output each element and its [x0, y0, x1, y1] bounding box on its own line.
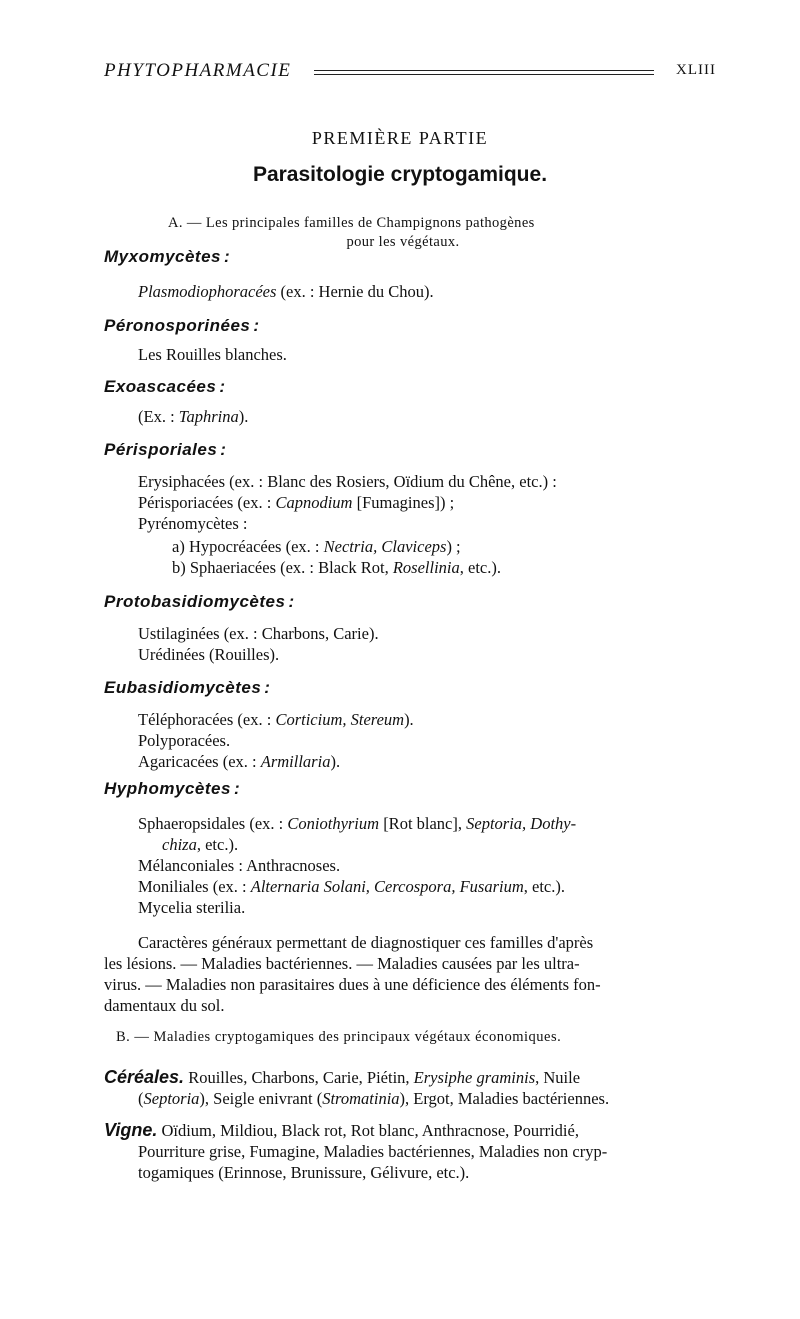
text-part: ). — [330, 752, 341, 771]
taxon-name: Armillaria — [260, 752, 331, 771]
characters-paragraph — [104, 932, 704, 1016]
taxon-name: Nectria, Claviceps — [323, 537, 447, 556]
list-item — [138, 877, 565, 897]
list-item — [172, 558, 501, 578]
list-item — [172, 537, 461, 557]
crop-vigne — [104, 1120, 704, 1183]
crop-heading: Céréales. — [104, 1067, 185, 1087]
group-heading: Hyphomycètes : — [104, 779, 240, 798]
text-part: ) ; — [446, 537, 461, 556]
group-eubasidiomycetes — [104, 678, 704, 698]
page-number: XLIII — [676, 62, 716, 78]
crop-cereales — [104, 1067, 704, 1109]
list-item: Pyrénomycètes : — [138, 514, 248, 533]
text-part: Sphaeropsidales (ex. : — [138, 814, 288, 833]
list-item — [138, 282, 434, 302]
taxon-name: Erysiphe graminis — [413, 1068, 536, 1087]
text-part: , etc.). — [196, 835, 239, 854]
text-part: Rouilles, Charbons, Carie, Piétin, — [184, 1068, 414, 1087]
list-item — [162, 835, 238, 855]
taxon-name: Plasmodiophoracées — [138, 282, 277, 301]
paragraph-line: togamiques (Erinnose, Brunissure, Gélivure, etc.). — [138, 1163, 470, 1182]
text-part: a) Hypocréacées (ex. : — [172, 537, 324, 556]
text-part: ), Seigle enivrant ( — [199, 1089, 323, 1108]
taxon-name: Coniothyrium — [287, 814, 380, 833]
section-a-line-2: pour les végétaux. — [346, 234, 460, 250]
group-heading: Protobasidiomycètes : — [104, 592, 295, 611]
text-part: Téléphoracées (ex. : — [138, 710, 276, 729]
text-part: ( — [138, 1089, 144, 1108]
text-part: [Rot blanc], — [379, 814, 467, 833]
group-peronosporinees — [104, 316, 704, 336]
running-header — [104, 60, 716, 88]
text-part: ), Ergot, Maladies bactériennes. — [399, 1089, 610, 1108]
paragraph-line: virus. — Maladies non parasitaires dues à une déficience des éléments fon- — [104, 975, 601, 994]
text-part: Moniliales (ex. : — [138, 877, 251, 896]
taxon-name: Septoria, Dothy- — [466, 814, 577, 833]
part-label: PREMIÈRE PARTIE — [311, 128, 489, 148]
group-protobasidiomycetes — [104, 592, 704, 612]
running-title: PHYTOPHARMACIE — [104, 60, 292, 81]
crop-heading: Vigne. — [104, 1120, 158, 1140]
list-item: Ustilaginées (ex. : Charbons, Carie). — [138, 624, 379, 643]
list-item: Mycelia sterilia. — [138, 898, 246, 917]
taxon-name: chiza — [162, 835, 197, 854]
taxon-name: Stromatinia — [322, 1089, 400, 1108]
group-exoascacees — [104, 377, 704, 397]
taxon-note: (ex. : Hernie du Chou). — [276, 282, 434, 301]
paragraph-line: les lésions. — Maladies bactériennes. — Maladies causées par les ultra- — [104, 954, 580, 973]
taxon-name: Corticium, Stereum — [275, 710, 405, 729]
group-heading: Exoascacées : — [104, 377, 226, 396]
section-a-line-1: A. — Les principales familles de Champignons pathogènes — [168, 215, 535, 231]
list-item: Erysiphacées (ex. : Blanc des Rosiers, Oïdium du Chêne, etc.) : — [138, 472, 557, 491]
group-perisporiales — [104, 440, 704, 460]
text-part: [Fumagines]) ; — [352, 493, 455, 512]
group-heading: Péronosporinées : — [104, 316, 260, 335]
list-item: Les Rouilles blanches. — [138, 345, 287, 364]
list-item — [138, 407, 248, 427]
group-myxomycetes — [104, 247, 704, 267]
list-item — [138, 493, 454, 513]
text-part: ). — [404, 710, 414, 729]
list-item — [138, 814, 576, 834]
taxon-name: Rosellinia — [392, 558, 460, 577]
text-part: ). — [238, 407, 249, 426]
text-part: , Nuile — [535, 1068, 581, 1087]
text-part: b) Sphaeriacées (ex. : Black Rot, — [172, 558, 393, 577]
taxon-name: Septoria — [143, 1089, 200, 1108]
list-item — [138, 752, 340, 772]
group-heading: Eubasidiomycètes : — [104, 678, 270, 697]
paragraph-line: Caractères généraux permettant de diagnostiquer ces familles d'après — [138, 933, 594, 952]
paragraph-line: Pourriture grise, Fumagine, Maladies bactériennes, Maladies non cryp- — [138, 1142, 608, 1161]
section-b-heading: B. — Maladies cryptogamiques des principaux végétaux économiques. — [116, 1029, 562, 1045]
text-part: (Ex. : — [138, 407, 179, 426]
text-part: Oïdium, Mildiou, Black rot, Rot blanc, Anthracnose, Pourridié, — [157, 1121, 579, 1140]
paragraph-line: damentaux du sol. — [104, 996, 225, 1015]
part-title: Parasitologie cryptogamique. — [252, 163, 548, 186]
list-item: Polyporacées. — [138, 731, 231, 750]
text-part: Périsporiacées (ex. : — [138, 493, 276, 512]
group-heading: Périsporiales : — [104, 440, 226, 459]
taxon-name: Taphrina — [178, 407, 239, 426]
group-hyphomycetes — [104, 779, 704, 799]
list-item: Mélanconiales : Anthracnoses. — [138, 856, 341, 875]
taxon-name: Alternaria Solani, Cercospora, Fusarium — [250, 877, 524, 896]
text-part: , etc.). — [523, 877, 565, 896]
text-part: Agaricacées (ex. : — [138, 752, 261, 771]
taxon-name: Capnodium — [275, 493, 353, 512]
header-rule — [314, 70, 654, 75]
list-item: Urédinées (Rouilles). — [138, 645, 280, 664]
text-part: , etc.). — [459, 558, 501, 577]
list-item — [138, 710, 414, 730]
group-heading: Myxomycètes : — [104, 247, 230, 266]
